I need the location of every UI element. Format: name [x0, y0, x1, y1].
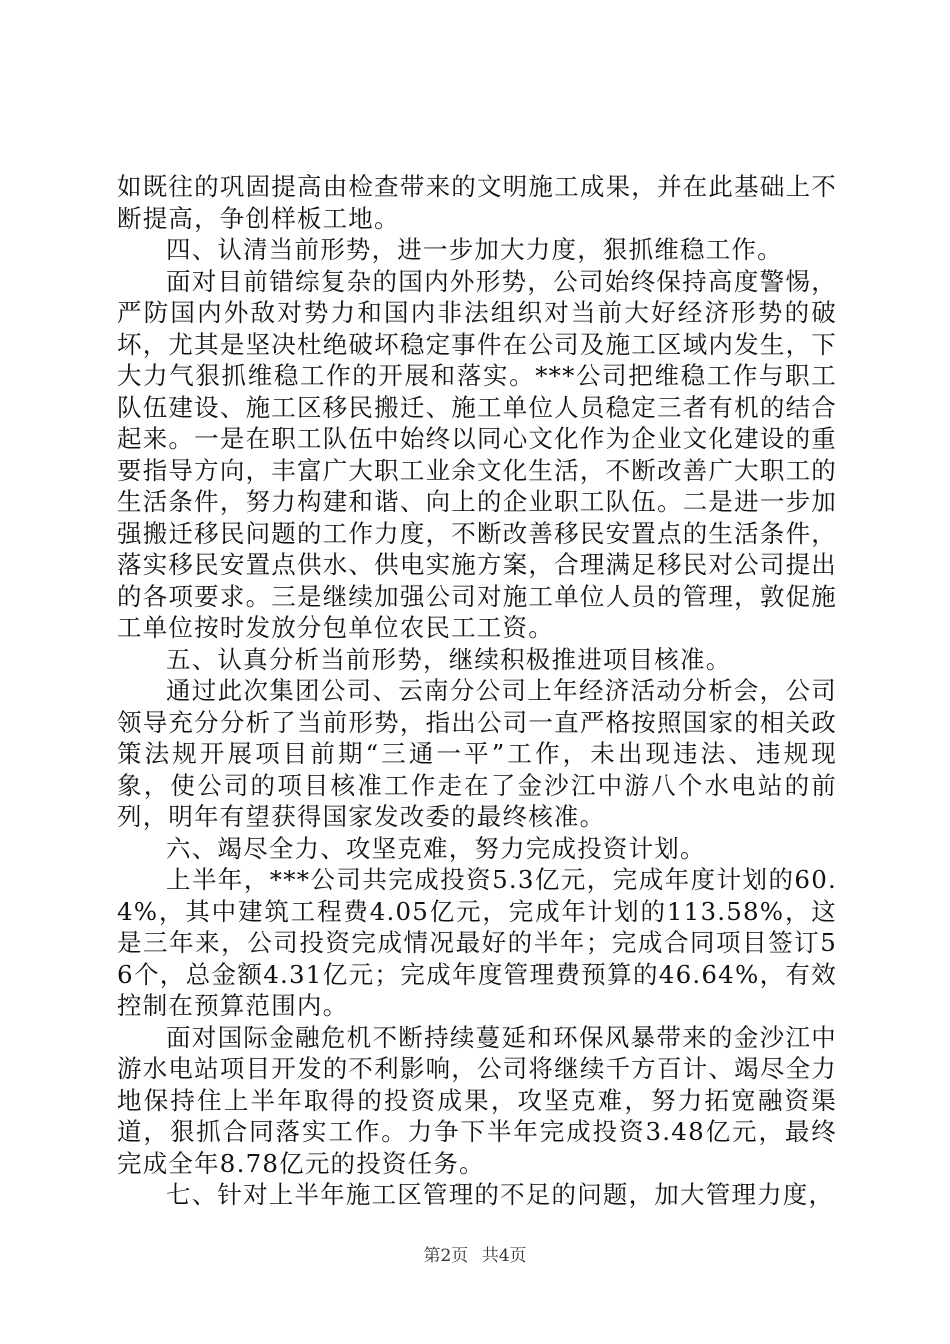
paragraph-project-approval: 通过此次集团公司、云南分公司上年经济活动分析会，公司领导充分分析了当前形势，指出公司一直严格按照国家的相关政策法规开展项目前期“三通一平”工作，未出现违法、违规现象，使公司的项目核准工作走在了金沙江中游八个水电站的前列，明年有望获得国家发改委的最终核准。: [117, 676, 837, 831]
section-heading-4: 四、认清当前形势，进一步加大力度，狠抓维稳工作。: [166, 235, 783, 264]
document-body: [117, 171, 837, 1211]
page-footer: [0, 1241, 950, 1266]
page-total: 共4页: [481, 1246, 527, 1266]
section-heading-6: 六、竭尽全力、攻坚克难，努力完成投资计划。: [166, 833, 706, 863]
section-heading-5: 五、认真分析当前形势，继续积极推进项目核准。: [166, 644, 732, 674]
page-number: 第2页: [423, 1246, 469, 1266]
paragraph-continuation: 如既往的巩固提高由检查带来的文明施工成果，并在此基础上不断提高，争创样板工地。: [117, 172, 837, 233]
paragraph-investment-plan: 面对国际金融危机不断持续蔓延和环保风暴带来的金沙江中游水电站项目开发的不利影响，公司将继续千方百计、竭尽全力地保持住上半年取得的投资成果，攻坚克难，努力拓宽融资渠道，狠抓合同落实工作。力争下半年完成投资3.48亿元，最终完成全年8.78亿元的投资任务。: [117, 1022, 837, 1178]
paragraph-investment-results: 上半年，***公司共完成投资5.3亿元，完成年度计划的60.4%，其中建筑工程费4.05亿元，完成年计划的113.58%，这是三年来，公司投资完成情况最好的半年；完成合同项目签订56个，总金额4.31亿元；完成年度管理费预算的46.64%，有效控制在预算范围内。: [117, 865, 837, 1020]
section-heading-7: 七、针对上半年施工区管理的不足的问题，加大管理力度，: [166, 1180, 835, 1209]
paragraph-stability-work: 面对目前错综复杂的国内外形势，公司始终保持高度警惕，严防国内外敌对势力和国内非法组织对当前大好经济形势的破坏，尤其是坚决杜绝破坏稳定事件在公司及施工区域内发生，下大力气狠抓维稳工作的开展和落实。***公司把维稳工作与职工队伍建设、施工区移民搬迁、施工单位人员稳定三者有机的结合起来。一是在职工队伍中始终以同心文化作为企业文化建设的重要指导方向，丰富广大职工业余文化生活，不断改善广大职工的生活条件，努力构建和谐、向上的企业职工队伍。二是进一步加强搬迁移民问题的工作力度，不断改善移民安置点的生活条件，落实移民安置点供水、供电实施方案，合理满足移民对公司提出的各项要求。三是继续加强公司对施工单位人员的管理，敦促施工单位按时发放分包单位农民工工资。: [117, 266, 837, 642]
